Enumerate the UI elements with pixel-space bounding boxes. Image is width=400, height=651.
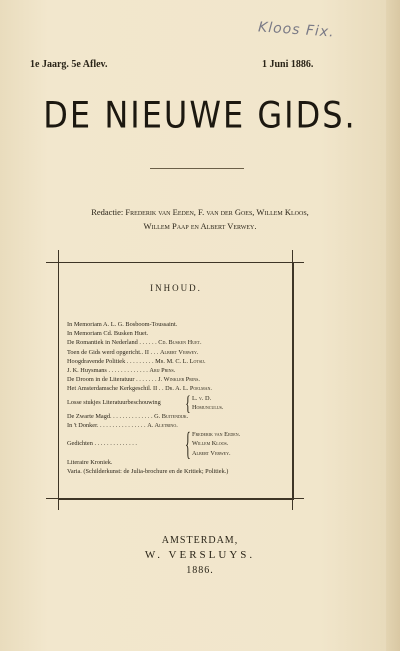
brace-icon: { — [185, 424, 191, 463]
contents-entry — [67, 375, 289, 384]
issue-number: 1e Jaarg. 5e Aflev. — [30, 59, 108, 70]
entry-title: In Memoriam Cd. Busken Huet. — [67, 330, 149, 338]
entry-title: De Droom in de Literatuur . . . . . . . — [67, 376, 157, 384]
entry-title: Hoogdravende Politiek . . . . . . . . . — [67, 357, 154, 365]
imprint-year: 1886. — [186, 565, 214, 576]
entry-author: L. v. D. — [192, 394, 212, 402]
journal-title: DE NIEUWE GIDS. — [43, 93, 357, 137]
contents-entry — [67, 338, 289, 347]
editors-names-1: Frederik van Eeden, F. van der Goes, Willem Kloos, — [125, 207, 309, 217]
entry-author: A. Aletrino. — [147, 422, 178, 430]
contents-entry — [67, 357, 289, 366]
entry-author: Albert Verwey. — [159, 348, 199, 356]
contents-entry — [67, 458, 289, 467]
entry-author: Willem Kloos. — [192, 440, 229, 448]
entry-author: Cd. Busken Huet. — [158, 339, 202, 347]
entry-title: Toen de Gids werd opgericht.. II . . . — [67, 348, 159, 356]
contents-entry — [67, 366, 289, 375]
contents-entry — [67, 421, 289, 430]
contents-heading: INHOUD. — [150, 283, 202, 293]
contents-list — [67, 320, 289, 476]
box-bottom-rule — [46, 498, 304, 499]
contents-entry — [67, 320, 289, 329]
entry-title: De Zwarte Magd. . . . . . . . . . . . . . — [67, 412, 153, 420]
issue-date: 1 Juni 1886. — [262, 59, 314, 70]
entry-title: Varia. (Schilderkunst: de Julia-brochure en de Kritiek; Politiek.) — [67, 468, 229, 476]
entry-author: Mr. M. C. L. Lotsij. — [155, 357, 206, 365]
contents-entry — [67, 412, 289, 421]
entry-title: Het Amsterdamsche Kerkgeschil. II . . — [67, 385, 164, 393]
entry-title: Literaire Kroniek. — [67, 458, 113, 466]
entry-author: Arij Prins. — [149, 366, 176, 374]
box-top-rule — [46, 262, 304, 263]
title-rule — [150, 168, 244, 169]
contents-entry — [67, 467, 289, 476]
handwritten-note: Kloos Fix. — [257, 19, 336, 41]
entry-author: G. Buitendijk. — [154, 412, 189, 420]
entry-title: In Memoriam A. L. G. Bosboom-Toussaint. — [67, 321, 178, 328]
editors-label: Redactie: — [91, 207, 124, 217]
entry-title: Losse stukjes Literatuurbeschouwing — [67, 399, 161, 407]
editors-line-1 — [0, 205, 400, 219]
entry-author: Albert Verwey. — [192, 449, 231, 457]
entry-title: J. K. Huysmans . . . . . . . . . . . . . — [67, 366, 148, 374]
entry-author: Homunculus. — [192, 403, 224, 411]
box-right-rule — [292, 250, 293, 510]
contents-entry — [67, 329, 289, 338]
contents-entry — [67, 384, 289, 393]
box-left-rule — [58, 250, 59, 510]
entry-author: Frederik van Eeden. — [192, 431, 241, 439]
entry-author: Dr. A. L. Poelman. — [165, 385, 213, 393]
entry-title: In 't Donker. . . . . . . . . . . . . . . . — [67, 422, 146, 430]
entry-title: Gedichten . . . . . . . . . . . . . . — [67, 440, 137, 448]
contents-entry — [67, 348, 289, 357]
imprint-city: AMSTERDAM, — [161, 535, 239, 546]
editors-names-2: Willem Paap en Albert Verwey. — [143, 221, 257, 231]
entry-author: J. Winkler Prins. — [158, 376, 200, 384]
imprint — [0, 533, 400, 578]
entry-title: De Romantiek in Nederland . . . . . . — [67, 339, 157, 347]
editors — [0, 205, 400, 233]
brace-icon: { — [185, 389, 191, 416]
contents-box — [58, 262, 294, 500]
imprint-publisher: W. VERSLUYS. — [144, 549, 256, 561]
